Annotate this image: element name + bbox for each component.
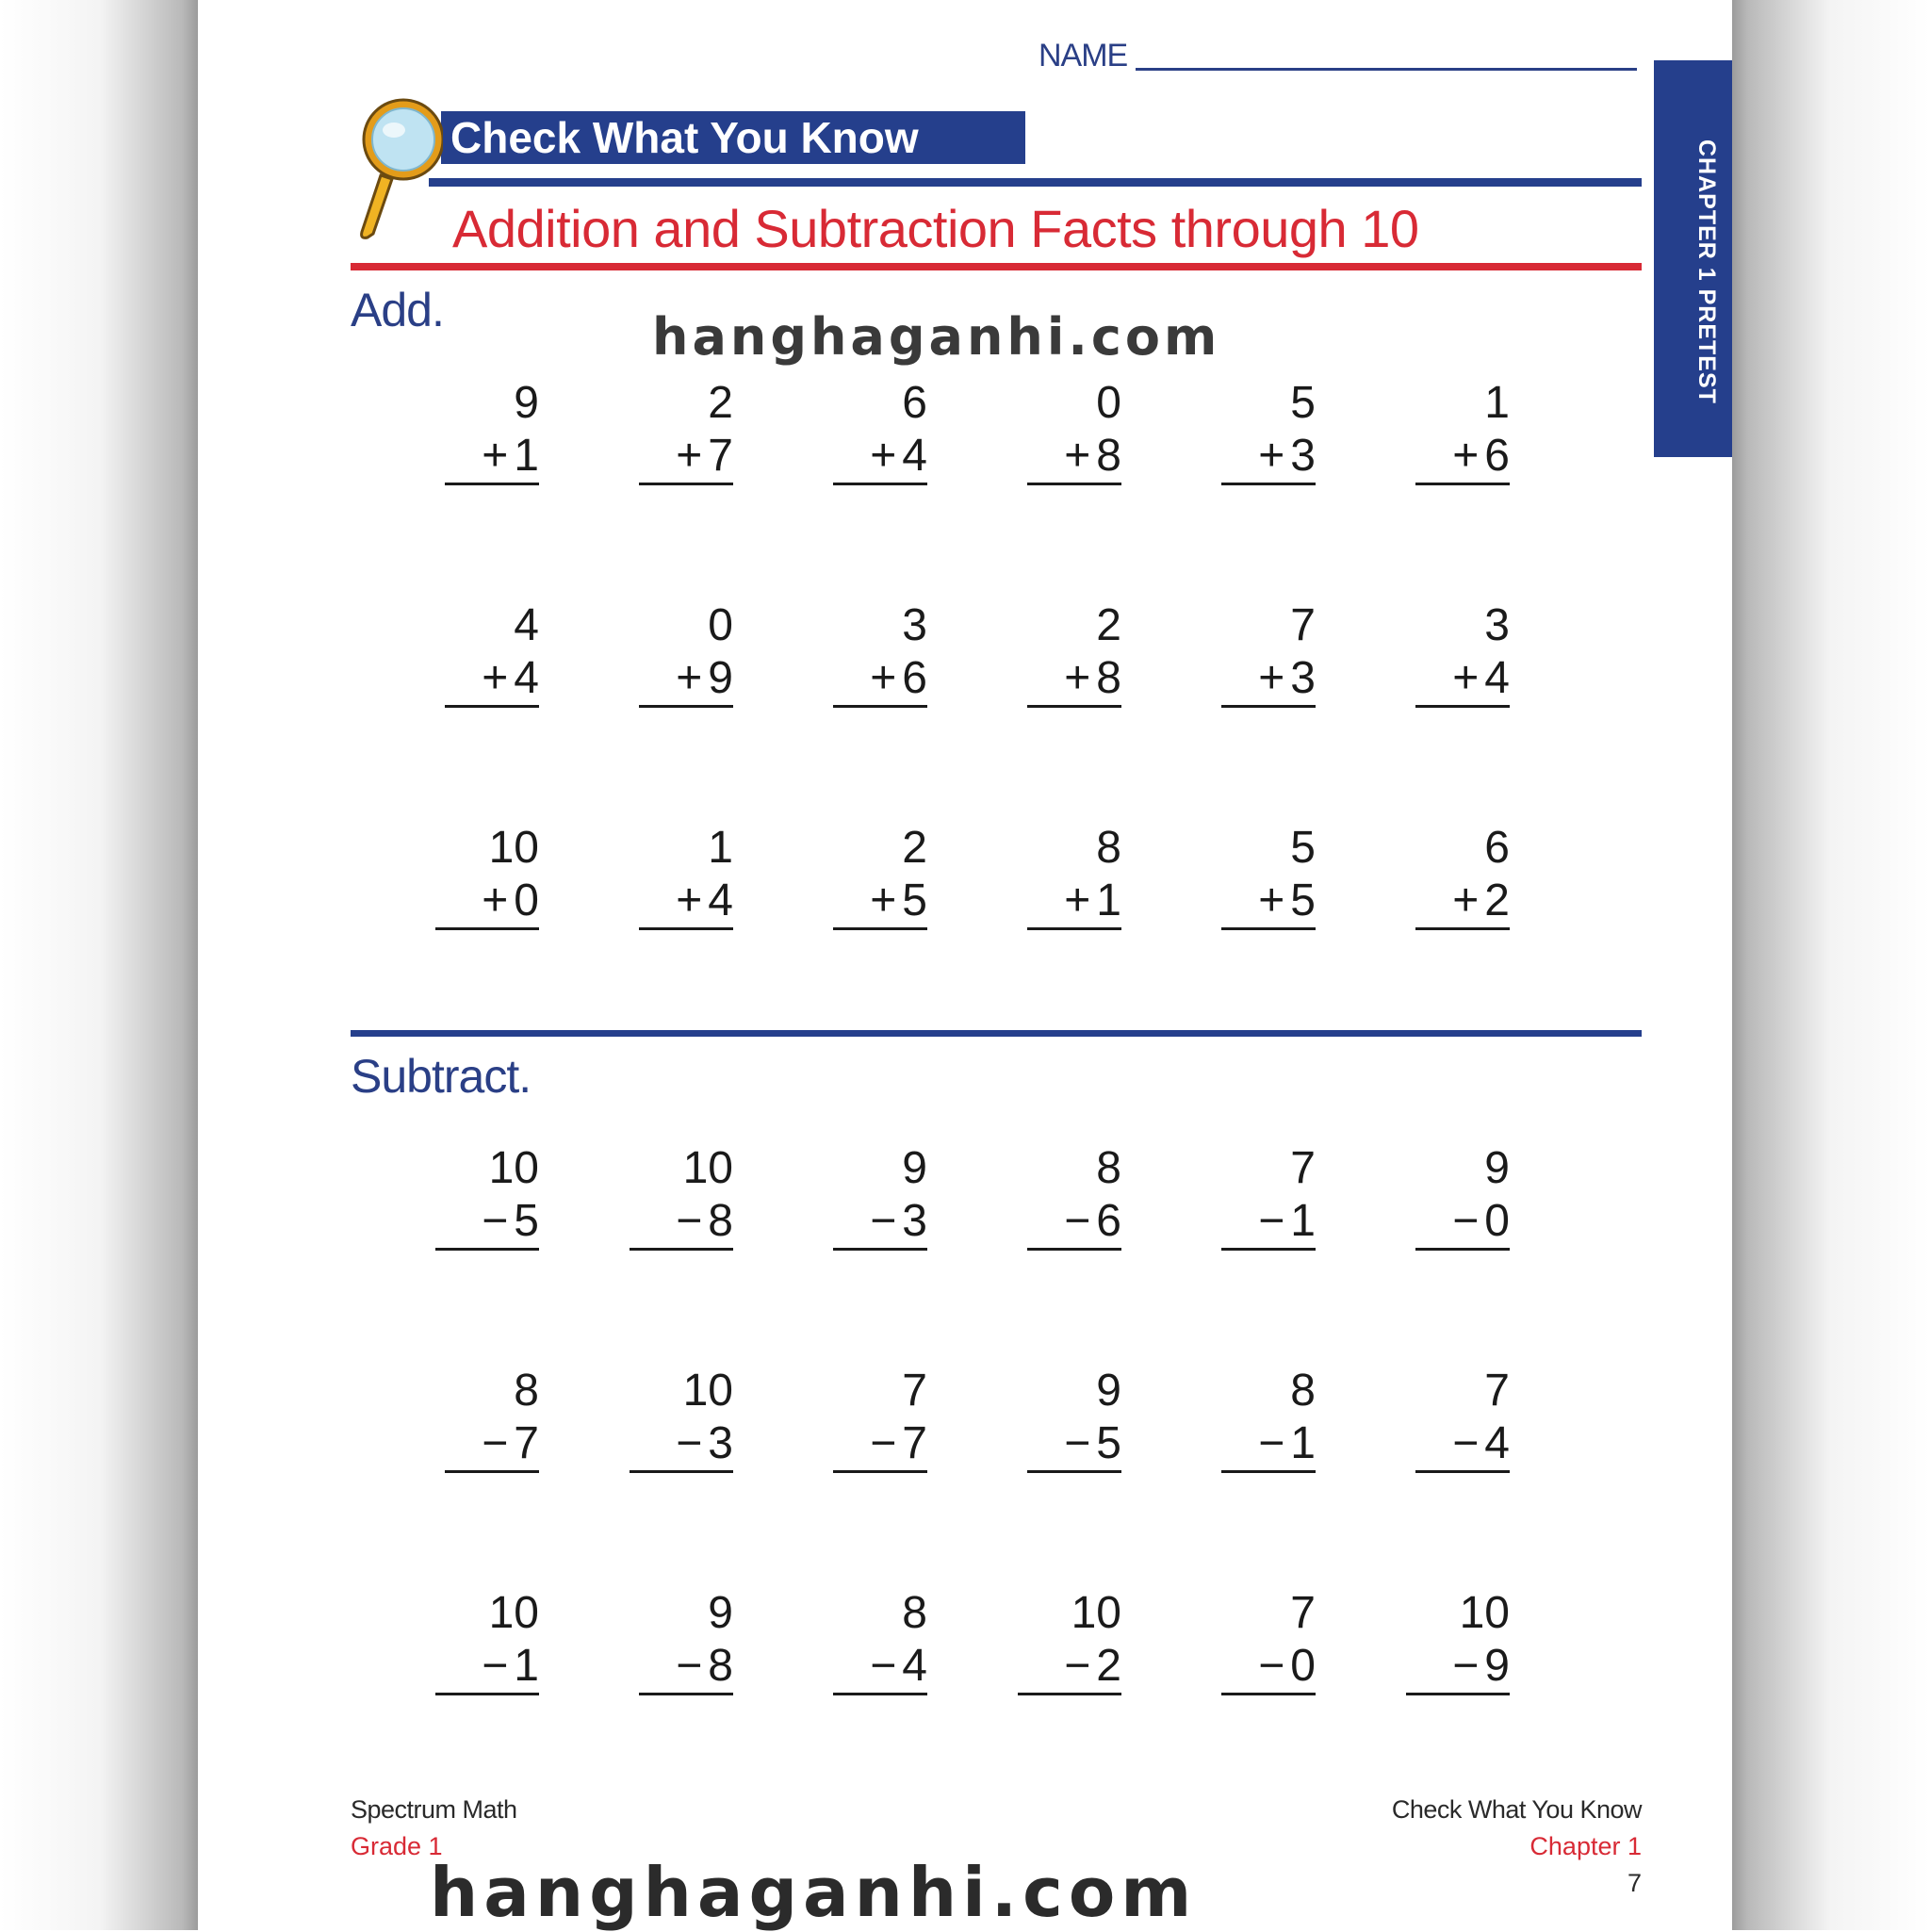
problem-bottom-line (1027, 1195, 1121, 1251)
problem-bottom-number: 6 (902, 653, 927, 703)
plus-sign: + (676, 876, 703, 925)
plus-sign: + (1452, 653, 1480, 703)
plus-sign: + (482, 653, 509, 703)
minus-sign: − (676, 1418, 703, 1468)
problem-bottom-line (1027, 430, 1121, 485)
problem-bottom-number: 2 (1096, 1641, 1121, 1691)
problem-bottom-line (630, 1417, 733, 1473)
plus-sign: + (1258, 431, 1285, 481)
subtract-problem (639, 1587, 733, 1695)
problem-bottom-line (1415, 1195, 1510, 1251)
problem-bottom-number: 5 (902, 876, 927, 925)
problem-bottom-number: 4 (902, 431, 927, 481)
problem-bottom-number: 9 (708, 653, 733, 703)
problem-top-number: 9 (1096, 1366, 1121, 1416)
add-problem (639, 822, 733, 930)
subtract-problem (1415, 1365, 1510, 1473)
problem-bottom-line (445, 652, 539, 708)
subtract-problem (445, 1365, 539, 1473)
section-divider (351, 1030, 1642, 1037)
subtract-problem (1027, 1365, 1121, 1473)
plus-sign: + (1452, 876, 1480, 925)
problem-bottom-number: 1 (1290, 1196, 1316, 1246)
minus-sign: − (676, 1196, 703, 1246)
problem-top-number: 10 (488, 1588, 539, 1638)
problem-top-number: 9 (708, 1588, 733, 1638)
plus-sign: + (676, 431, 703, 481)
problem-bottom-number: 8 (708, 1641, 733, 1691)
page-shadow-right (1732, 0, 1930, 1930)
problem-bottom-line (1221, 1195, 1316, 1251)
problem-bottom-line (639, 1640, 733, 1695)
problem-top-number: 0 (708, 600, 733, 650)
problem-top-number: 9 (514, 378, 539, 428)
subtract-problem (630, 1365, 733, 1473)
problem-bottom-number: 1 (1290, 1418, 1316, 1468)
subtract-problem (1406, 1587, 1510, 1695)
problem-bottom-line (639, 652, 733, 708)
header-red-rule (351, 263, 1642, 270)
problem-bottom-line (1221, 430, 1316, 485)
subtract-problem (833, 1142, 927, 1251)
problem-top-number: 5 (1290, 378, 1316, 428)
plus-sign: + (870, 876, 897, 925)
add-problem (1221, 822, 1316, 930)
problem-top-number: 10 (682, 1143, 733, 1193)
problem-bottom-number: 3 (902, 1196, 927, 1246)
problem-bottom-line (1415, 652, 1510, 708)
subtract-problem (1018, 1587, 1121, 1695)
problem-bottom-number: 7 (708, 431, 733, 481)
footer-grade: Grade 1 (351, 1832, 443, 1860)
problem-bottom-number: 6 (1484, 431, 1510, 481)
problem-top-number: 6 (1484, 823, 1510, 873)
problem-bottom-number: 4 (1484, 1418, 1510, 1468)
problem-top-number: 4 (514, 600, 539, 650)
problem-top-number: 0 (1096, 378, 1121, 428)
page-subtitle: Addition and Subtraction Facts through 10 (452, 199, 1419, 258)
minus-sign: − (482, 1641, 509, 1691)
problem-top-number: 8 (1290, 1366, 1316, 1416)
problem-bottom-line (833, 430, 927, 485)
problem-bottom-number: 1 (1096, 876, 1121, 925)
problem-top-number: 7 (1484, 1366, 1510, 1416)
problem-bottom-number: 7 (514, 1418, 539, 1468)
problem-top-number: 8 (1096, 823, 1121, 873)
plus-sign: + (870, 431, 897, 481)
problem-bottom-line (1027, 875, 1121, 930)
minus-sign: − (1452, 1196, 1480, 1246)
problem-bottom-number: 9 (1484, 1641, 1510, 1691)
plus-sign: + (482, 431, 509, 481)
subtract-problem (1221, 1587, 1316, 1695)
add-problem (639, 377, 733, 485)
problem-bottom-number: 1 (514, 1641, 539, 1691)
subtract-problem (435, 1587, 539, 1695)
problem-top-number: 2 (708, 378, 733, 428)
add-problem (833, 822, 927, 930)
minus-sign: − (1064, 1641, 1091, 1691)
problem-top-number: 10 (488, 1143, 539, 1193)
subtract-problem (1415, 1142, 1510, 1251)
problem-top-number: 5 (1290, 823, 1316, 873)
problem-bottom-number: 5 (514, 1196, 539, 1246)
add-problem (1221, 377, 1316, 485)
minus-sign: − (482, 1418, 509, 1468)
minus-sign: − (1452, 1418, 1480, 1468)
problem-bottom-number: 2 (1484, 876, 1510, 925)
problem-top-number: 7 (902, 1366, 927, 1416)
problem-bottom-number: 3 (708, 1418, 733, 1468)
problem-top-number: 8 (1096, 1143, 1121, 1193)
problem-top-number: 10 (1071, 1588, 1121, 1638)
add-problem (833, 599, 927, 708)
add-problem (1415, 377, 1510, 485)
add-section-label: Add. (351, 284, 444, 336)
problem-top-number: 9 (1484, 1143, 1510, 1193)
plus-sign: + (1258, 876, 1285, 925)
name-line (1136, 68, 1637, 71)
problem-bottom-line (639, 430, 733, 485)
minus-sign: − (870, 1418, 897, 1468)
page-number: 7 (1627, 1869, 1642, 1897)
chapter-side-tab-label: CHAPTER 1 PRETEST (1693, 139, 1720, 404)
minus-sign: − (870, 1196, 897, 1246)
problem-bottom-line (1018, 1640, 1121, 1695)
header-blue-rule (429, 178, 1642, 187)
footer-book-title: Spectrum Math (351, 1795, 517, 1824)
problem-bottom-number: 5 (1096, 1418, 1121, 1468)
problem-top-number: 10 (488, 823, 539, 873)
problem-bottom-number: 3 (1290, 653, 1316, 703)
minus-sign: − (1258, 1641, 1285, 1691)
plus-sign: + (482, 876, 509, 925)
problem-top-number: 1 (1484, 378, 1510, 428)
watermark-bottom: hanghaganhi.com (430, 1853, 1198, 1932)
worksheet-page (198, 0, 1732, 1930)
problem-bottom-line (445, 1417, 539, 1473)
problem-top-number: 3 (1484, 600, 1510, 650)
subtract-problem (630, 1142, 733, 1251)
add-problem (1027, 822, 1121, 930)
problem-bottom-line (1027, 1417, 1121, 1473)
plus-sign: + (676, 653, 703, 703)
problem-top-number: 7 (1290, 1143, 1316, 1193)
problem-top-number: 9 (902, 1143, 927, 1193)
problem-top-number: 3 (902, 600, 927, 650)
minus-sign: − (676, 1641, 703, 1691)
subtract-problem (1221, 1142, 1316, 1251)
problem-bottom-line (1221, 875, 1316, 930)
problem-bottom-number: 6 (1096, 1196, 1121, 1246)
problem-bottom-line (1221, 652, 1316, 708)
problem-bottom-line (1221, 1417, 1316, 1473)
add-problem (435, 822, 539, 930)
add-problem (445, 599, 539, 708)
minus-sign: − (1064, 1418, 1091, 1468)
problem-bottom-line (639, 875, 733, 930)
problem-bottom-number: 4 (902, 1641, 927, 1691)
minus-sign: − (1452, 1641, 1480, 1691)
subtract-problem (833, 1587, 927, 1695)
problem-bottom-line (435, 1640, 539, 1695)
problem-top-number: 7 (1290, 1588, 1316, 1638)
add-problem (445, 377, 539, 485)
problem-bottom-line (435, 1195, 539, 1251)
problem-bottom-number: 7 (902, 1418, 927, 1468)
problem-bottom-number: 3 (1290, 431, 1316, 481)
add-problem (1415, 822, 1510, 930)
problem-top-number: 2 (902, 823, 927, 873)
header-title: Check What You Know (450, 113, 919, 162)
problem-bottom-line (1027, 652, 1121, 708)
problem-bottom-number: 4 (514, 653, 539, 703)
name-label: NAME (1039, 38, 1128, 74)
add-problem (1415, 599, 1510, 708)
problem-bottom-line (435, 875, 539, 930)
problem-top-number: 6 (902, 378, 927, 428)
problem-bottom-line (1221, 1640, 1316, 1695)
plus-sign: + (1258, 653, 1285, 703)
plus-sign: + (1064, 876, 1091, 925)
add-problem (1027, 599, 1121, 708)
add-problem (1221, 599, 1316, 708)
problem-bottom-number: 0 (1484, 1196, 1510, 1246)
problem-top-number: 2 (1096, 600, 1121, 650)
problem-bottom-line (630, 1195, 733, 1251)
problem-bottom-number: 0 (1290, 1641, 1316, 1691)
footer-section-title: Check What You Know (1391, 1795, 1642, 1824)
problem-top-number: 8 (902, 1588, 927, 1638)
problem-bottom-line (1415, 430, 1510, 485)
magnifying-glass-icon (349, 92, 443, 243)
problem-top-number: 8 (514, 1366, 539, 1416)
problem-bottom-line (1415, 1417, 1510, 1473)
watermark-top: hanghaganhi.com (652, 307, 1221, 367)
problem-bottom-number: 5 (1290, 876, 1316, 925)
subtract-problem (833, 1365, 927, 1473)
subtract-problem (1027, 1142, 1121, 1251)
problem-top-number: 1 (708, 823, 733, 873)
minus-sign: − (1064, 1196, 1091, 1246)
add-problem (639, 599, 733, 708)
subtract-section-label: Subtract. (351, 1050, 532, 1103)
problem-bottom-number: 8 (1096, 431, 1121, 481)
minus-sign: − (482, 1196, 509, 1246)
minus-sign: − (870, 1641, 897, 1691)
page-shadow-left (0, 0, 198, 1930)
problem-bottom-number: 4 (708, 876, 733, 925)
add-problem (833, 377, 927, 485)
plus-sign: + (870, 653, 897, 703)
problem-bottom-number: 1 (514, 431, 539, 481)
plus-sign: + (1064, 431, 1091, 481)
minus-sign: − (1258, 1196, 1285, 1246)
plus-sign: + (1064, 653, 1091, 703)
problem-bottom-line (833, 652, 927, 708)
problem-bottom-line (445, 430, 539, 485)
subtract-problem (1221, 1365, 1316, 1473)
problem-bottom-number: 8 (708, 1196, 733, 1246)
problem-bottom-line (1406, 1640, 1510, 1695)
minus-sign: − (1258, 1418, 1285, 1468)
footer-chapter: Chapter 1 (1529, 1832, 1642, 1860)
problem-bottom-line (833, 1640, 927, 1695)
plus-sign: + (1452, 431, 1480, 481)
problem-bottom-line (833, 1417, 927, 1473)
problem-top-number: 7 (1290, 600, 1316, 650)
problem-top-number: 10 (682, 1366, 733, 1416)
problem-bottom-number: 4 (1484, 653, 1510, 703)
problem-bottom-number: 0 (514, 876, 539, 925)
add-problem (1027, 377, 1121, 485)
problem-bottom-line (833, 1195, 927, 1251)
problem-bottom-line (833, 875, 927, 930)
problem-top-number: 10 (1459, 1588, 1510, 1638)
problem-bottom-line (1415, 875, 1510, 930)
problem-bottom-number: 8 (1096, 653, 1121, 703)
subtract-problem (435, 1142, 539, 1251)
